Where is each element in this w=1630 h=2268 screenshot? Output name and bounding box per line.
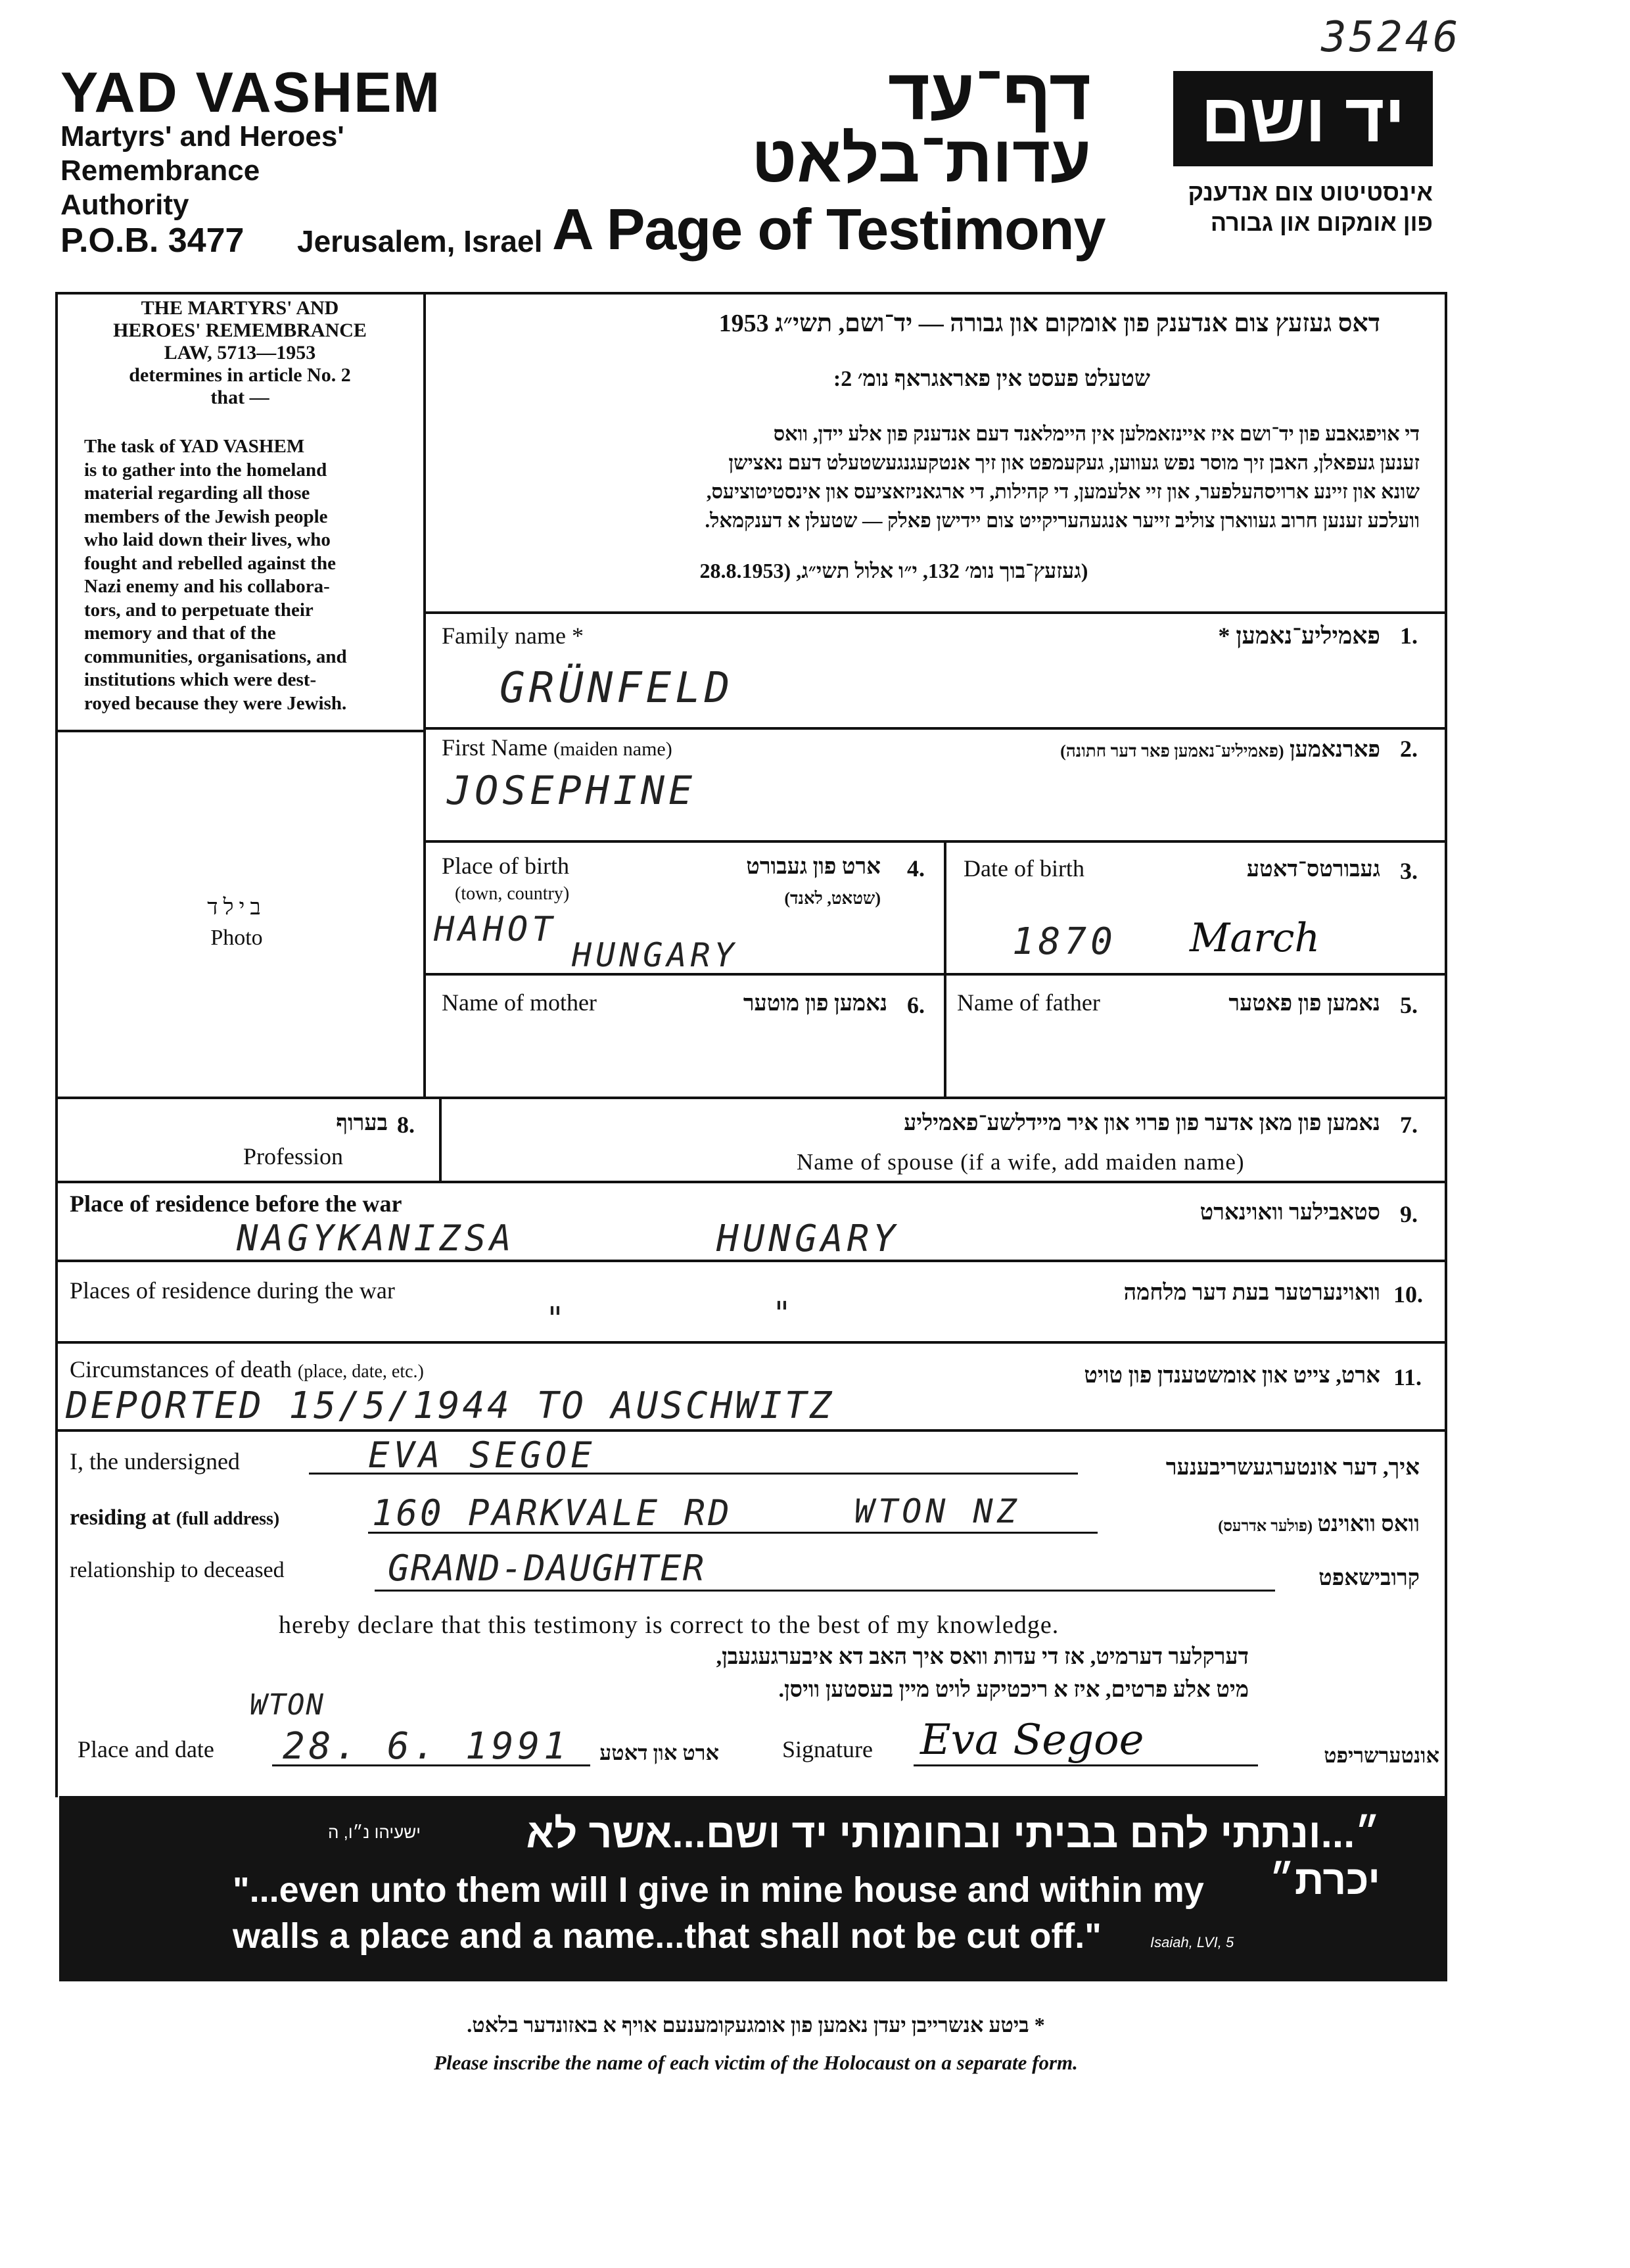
first-name-label-yiddish-text: פארנאמען <box>1290 738 1380 762</box>
law-body <box>84 435 406 715</box>
photo-label: Photo <box>210 926 263 950</box>
place-of-birth-sub: (town, country) <box>455 884 570 904</box>
signature-label-yiddish: אונטערשריפט <box>1324 1743 1439 1767</box>
place-of-birth-label: Place of birth <box>442 853 569 879</box>
residence-during-number: 10. <box>1393 1281 1423 1308</box>
residing-label-text: residing at <box>70 1505 171 1530</box>
place-note[interactable]: WTON <box>250 1688 325 1722</box>
yiddish-law-body-line: זענען געפאלן, האבן זיך מוסר נפש געווען, געקעמפט און זיך אנטקעגנגעשטעלט דעם נאצישן <box>728 452 1420 474</box>
relationship-label: relationship to deceased <box>70 1558 285 1582</box>
place-of-birth-sub-yiddish: (שטאט, לאנד) <box>784 889 881 908</box>
death-label-sub: (place, date, etc.) <box>297 1361 424 1382</box>
residing-label-yiddish-sub: (פולער אדרעס) <box>1218 1518 1313 1535</box>
place-of-birth-town[interactable]: HAHOT <box>434 910 557 949</box>
first-name-label <box>442 734 672 761</box>
law-title-2: HEROES' REMEMBRANCE <box>113 319 367 341</box>
undersigned-label: I, the undersigned <box>70 1448 240 1475</box>
death-label <box>70 1356 424 1383</box>
footnote-english: Please inscribe the name of each victim of the Holocaust on a separate form. <box>434 2051 1078 2074</box>
first-name-label-yiddish <box>894 738 1380 763</box>
yiddish-law-body <box>440 419 1420 535</box>
law-line: The task of YAD VASHEM <box>84 436 305 457</box>
law-line: material regarding all those <box>84 483 310 504</box>
mother-number: 6. <box>907 992 925 1018</box>
place-of-birth-country[interactable]: HUNGARY <box>572 936 738 974</box>
undersigned-name[interactable]: EVA SEGOE <box>368 1434 596 1476</box>
logo-text: יד ושם <box>1201 80 1405 156</box>
banner-hebrew-quote: ״...ונתתי להם בביתי ובחומותי יד ושם...אשר לא יכרת״ <box>526 1811 1380 1903</box>
law-article: determines in article No. 2 <box>129 364 351 386</box>
footnote-yiddish: * ביטע אנשרייבן יעדן נאמען פון אומגעקומענעם אויף א באזונדער בלאט. <box>467 2013 1045 2037</box>
residence-during-label: Places of residence during the war <box>70 1277 395 1304</box>
place-of-birth-number: 4. <box>907 855 925 882</box>
residence-before-number: 9. <box>1400 1201 1418 1227</box>
residing-label <box>70 1505 279 1530</box>
yad-vashem-title: YAD VASHEM <box>60 61 442 124</box>
residing-label-yiddish <box>1111 1512 1420 1537</box>
date-of-birth-month[interactable]: March <box>1190 915 1320 961</box>
spouse-label: Name of spouse (if a wife, add maiden name) <box>797 1149 1245 1175</box>
relationship-value[interactable]: GRAND-DAUGHTER <box>388 1547 706 1589</box>
father-label-yiddish: נאמען פון פאטער <box>1228 991 1380 1016</box>
first-name-value[interactable]: JOSEPHINE <box>447 768 697 814</box>
law-line: who laid down their lives, who <box>84 529 331 550</box>
family-name-label: Family name * <box>442 623 584 649</box>
banner-source-hebrew: ישעיהו נ״ו, ה <box>327 1822 421 1842</box>
law-line: members of the Jewish people <box>84 506 328 527</box>
law-line: Nazi enemy and his collabora- <box>84 576 330 597</box>
authority-line-3: Authority <box>60 189 189 221</box>
archive-number: 35246 <box>1321 13 1461 62</box>
law-box <box>59 297 421 409</box>
profession-label: Profession <box>243 1143 343 1169</box>
date-of-birth-label: Date of birth <box>964 855 1084 882</box>
law-title-1: THE MARTYRS' AND <box>141 297 339 319</box>
yiddish-law-body-line: שונא און זיינע ארויסהעלפער, און זיי אלעמען, די קהילות, די ארגאניזאציעס און אינסטיטוציעס, <box>706 481 1420 503</box>
residence-during-label-yiddish: וואוינערטער בעת דער מלחמה <box>1123 1281 1380 1305</box>
law-title-3: LAW, 5713—1953 <box>164 342 316 364</box>
date-of-birth-number: 3. <box>1400 858 1418 884</box>
mother-label-yiddish: נאמען פון מוטער <box>743 991 887 1016</box>
declaration-yiddish-1: דערקלער דערמיט, אז די עדות וואס איך האב דא איבערגעגעבן, <box>716 1645 1249 1669</box>
yiddish-title-2: עדות־בלאט <box>751 122 1091 196</box>
institute-line-2: פון אומקום און גבורה <box>1210 209 1433 236</box>
law-line: memory and that of the <box>84 623 276 644</box>
residing-label-sub: (full address) <box>175 1509 280 1529</box>
first-name-label-sub: (maiden name) <box>553 738 672 760</box>
mother-label: Name of mother <box>442 989 597 1016</box>
first-name-label-yiddish-sub: (פאמיליע־נאמען פאר דער חתונה) <box>1060 742 1284 761</box>
residence-before-label: Place of residence before the war <box>70 1191 402 1217</box>
po-box: P.O.B. 3477 <box>60 222 244 260</box>
death-label-yiddish: ארט, צייט און אומשטענדן פון טויט <box>1084 1363 1380 1388</box>
first-name-number: 2. <box>1400 736 1418 762</box>
place-date-label-yiddish: ארט און דאטע <box>599 1741 719 1764</box>
declaration-english: hereby declare that this testimony is correct to the best of my knowledge. <box>279 1611 1060 1639</box>
law-line: tors, and to perpetuate their <box>84 599 314 621</box>
signature-value[interactable]: Eva Segoe <box>920 1716 1144 1764</box>
yiddish-law-line-1: דאס געזעץ צום אנדענק פון אומקום און גבורה — יד־ושם, תשי״ג 1953 <box>718 310 1380 337</box>
place-date-value[interactable]: 28. 6. 1991 <box>283 1725 570 1768</box>
yiddish-law-footer: (געזעץ־בוך נומ׳ 132, י״ו אלול תשי״ג, (28.8.1953 <box>699 559 1088 582</box>
undersigned-label-yiddish: איך, דער אונטערגעשריבענער <box>1165 1455 1420 1480</box>
law-line: fought and rebelled against the <box>84 552 336 574</box>
authority-block <box>60 120 344 222</box>
family-name-value[interactable]: GRÜNFELD <box>500 664 734 713</box>
yiddish-law-body-line: וועלכע זענען חרוב געווארן צוליב זייער אנגעהעריקייט צום יידישן פאלק — שטעלן א דענקמאל. <box>705 509 1420 532</box>
residence-before-city[interactable]: NAGYKANIZSA <box>237 1217 515 1259</box>
institute-line-1: אינסטיטוט צום אנדענק <box>1188 179 1433 206</box>
banner-english-2: walls a place and a name...that shall not be cut off." <box>233 1916 1102 1956</box>
residing-address[interactable]: 160 PARKVALE RD <box>372 1492 732 1534</box>
yiddish-law-line-2: שטעלט פעסט אין פאראגראף נומ׳ 2: <box>833 367 1150 391</box>
relationship-label-yiddish: קרובישאפט <box>1318 1566 1420 1590</box>
page-of-testimony-title: A Page of Testimony <box>552 197 1106 262</box>
declaration-yiddish-2: מיט אלע פרטים, איז א ריכטיקע לויט מיין בעסטען וויסן. <box>778 1678 1249 1702</box>
family-name-label-yiddish: פאמיליע־נאמען * <box>1218 623 1380 649</box>
place-of-birth-label-yiddish: ארט פון געבורט <box>746 855 881 879</box>
death-value[interactable]: DEPORTED 15/5/1944 TO AUSCHWITZ <box>66 1384 835 1427</box>
father-label: Name of father <box>957 989 1100 1016</box>
residence-during-ditto-2[interactable]: " <box>772 1295 795 1332</box>
signature-label: Signature <box>782 1736 873 1762</box>
authority-line-2: Remembrance <box>60 154 260 187</box>
residing-label-yiddish-text: וואס וואוינט <box>1317 1512 1420 1536</box>
first-name-label-text: First Name <box>442 734 547 761</box>
authority-line-1: Martyrs' and Heroes' <box>60 120 344 153</box>
law-that: that — <box>210 387 269 408</box>
banner-english-1: "...even unto them will I give in mine house and within my <box>233 1870 1204 1910</box>
law-line: is to gather into the homeland <box>84 459 327 481</box>
spouse-label-yiddish: נאמען פון מאן אדער פון פרוי און איר מיידלשע־פאמיליע <box>904 1111 1380 1135</box>
profession-label-yiddish: בערוף <box>336 1111 388 1135</box>
residence-during-ditto-1[interactable]: " <box>546 1300 569 1337</box>
date-of-birth-label-yiddish: געבורטס־דאטע <box>1246 857 1380 882</box>
death-label-text: Circumstances of death <box>70 1356 292 1382</box>
law-line: royed because they were Jewish. <box>84 692 347 714</box>
yad-vashem-logo <box>1173 71 1433 166</box>
spouse-number: 7. <box>1400 1112 1418 1138</box>
banner-source-english: Isaiah, LVI, 5 <box>1150 1934 1234 1950</box>
yiddish-law-body-line: די אויפגאבע פון יד־ושם איז איינזאמלען אין היימלאנד דעם אנדענק פון אלע יידן, וואס <box>773 423 1420 445</box>
place-date-label: Place and date <box>78 1736 214 1762</box>
photo-label-yiddish: בילד <box>207 895 266 920</box>
residing-city[interactable]: WTON NZ <box>854 1492 1021 1530</box>
father-number: 5. <box>1400 992 1418 1018</box>
residence-before-label-yiddish: סטאבילער וואוינארט <box>1199 1200 1380 1225</box>
quote-banner <box>59 1796 1447 1981</box>
law-line: communities, organisations, and <box>84 646 347 667</box>
date-of-birth-year[interactable]: 1870 <box>1012 920 1117 963</box>
profession-number: 8. <box>397 1112 415 1138</box>
law-line: institutions which were dest- <box>84 669 317 690</box>
death-number: 11. <box>1393 1364 1422 1390</box>
city: Jerusalem, Israel <box>297 224 543 258</box>
residence-before-country[interactable]: HUNGARY <box>716 1217 900 1260</box>
family-name-number: 1. <box>1400 623 1418 649</box>
yiddish-title-1: דף־עד <box>887 54 1091 135</box>
